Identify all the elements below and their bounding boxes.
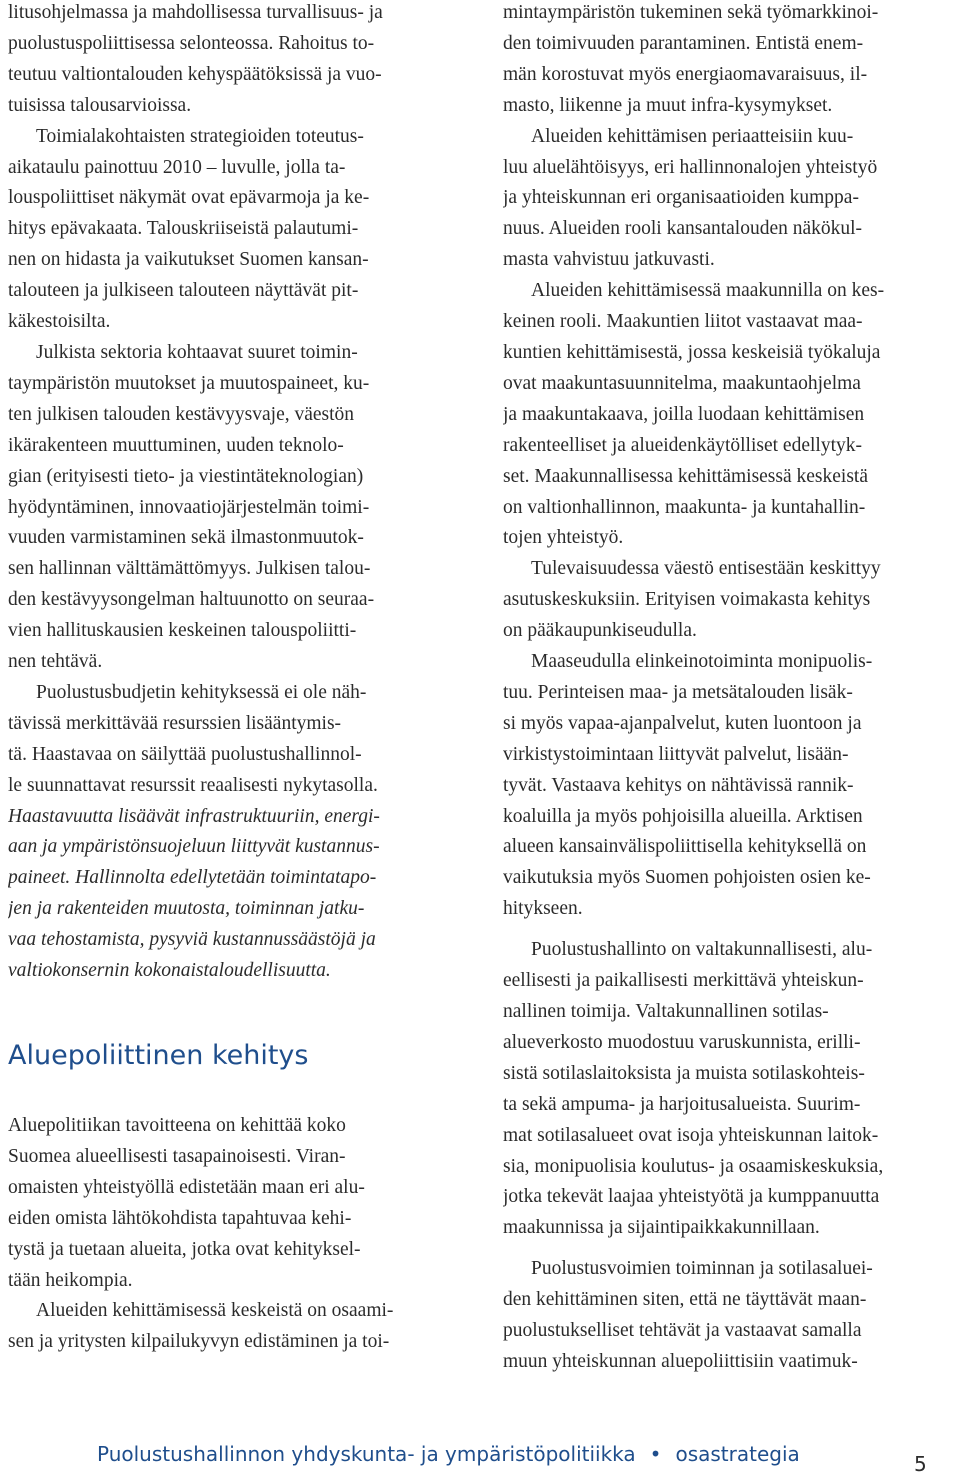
text-line: le suunnattavat resurssit reaalisesti nykytasolla. xyxy=(8,774,378,796)
text-line: Aluepolitiikan tavoitteena on kehittää koko xyxy=(8,1115,346,1136)
text-line: ja maakuntakaava, joilla luodaan kehittämisen xyxy=(503,403,865,425)
text-line: Suomea alueellisesti tasapainoisesti. Viran- xyxy=(8,1145,346,1167)
text-line: Maaseudulla elinkeinotoiminta monipuolis- xyxy=(531,651,873,673)
text-line: Haastavuutta lisäävät infrastruktuuriin, energi- xyxy=(8,805,380,827)
text-line: vien hallituskausien keskeinen talouspoliitti- xyxy=(8,620,357,642)
text-line: omaisten yhteistyöllä edistetään maan eri alu- xyxy=(8,1176,365,1198)
text-line: Puolustushallinto on valtakunnallisesti, alu- xyxy=(531,939,873,961)
text-line: luu aluelähtöisyys, eri hallinnonalojen yhteistyö xyxy=(503,156,878,178)
text-line: tä. Haastavaa on säilyttää puolustushallinnol- xyxy=(8,743,362,765)
text-line: nuus. Alueiden rooli kansantalouden näkökul- xyxy=(503,218,863,240)
text-line: eellisesti ja paikallisesti merkittävä yhteiskun- xyxy=(503,970,864,992)
text-line: ja yhteiskunnan eri organisaatioiden kumppa- xyxy=(503,187,859,209)
text-line: tuisissa talousarvioissa. xyxy=(8,94,192,116)
text-line: nen tehtävä. xyxy=(8,651,103,673)
text-line: asutuskeskuksiin. Erityisen voimakasta kehitys xyxy=(503,589,871,611)
text-line: litusohjelmassa ja mahdollisessa turvallisuus- ja xyxy=(8,2,383,23)
text-line: jotka tekevät laajaa yhteistyötä ja kumppanuutta xyxy=(503,1186,880,1208)
text-line: hitykseen. xyxy=(503,898,583,920)
text-line: eiden omista lähtökohdista tapahtuvaa kehi- xyxy=(8,1207,352,1229)
text-line: vaa tehostamista, pysyviä kustannussäästöjä ja xyxy=(8,929,376,951)
text-line: Puolustusvoimien toiminnan ja sotilasaluei- xyxy=(531,1258,873,1280)
text-line: Alueiden kehittämisessä keskeistä on osaami- xyxy=(36,1300,394,1322)
text-line: koaluilla ja myös pohjoisilla alueilla. Arktisen xyxy=(503,805,863,827)
text-line: jen ja rakenteiden muutosta, toiminnan jatku- xyxy=(8,898,365,920)
text-line: gian (erityisesti tieto- ja viestintäteknologian) xyxy=(8,465,364,487)
text-line: sen hallinnan välttämättömyys. Julkisen talou- xyxy=(8,558,371,580)
text-line: hyödyntäminen, innovaatiojärjestelmän toimi- xyxy=(8,496,370,518)
text-line: den kestävyysongelman haltuunotto on seuraa- xyxy=(8,589,375,611)
text-line: tystä ja tuetaan alueita, jotka ovat kehityksel- xyxy=(8,1238,361,1260)
text-line: nen on hidasta ja vaikutukset Suomen kansan- xyxy=(8,249,369,271)
text-line: masto, liikenne ja muut infra-kysymykset. xyxy=(503,94,833,116)
text-line: män korostuvat myös energiaomavaraisuus, il- xyxy=(503,63,868,85)
text-line: paineet. Hallinnolta edellytetään toimintatapo- xyxy=(8,867,377,889)
text-line: Julkista sektoria kohtaavat suuret toimin- xyxy=(36,341,358,363)
text-line: sistä sotilaslaitoksista ja muista sotilaskohteis- xyxy=(503,1062,865,1084)
right-column xyxy=(503,0,958,1378)
text-line: alueen kansainvälispoliittisella kehityksellä on xyxy=(503,836,867,858)
text-line: tojen yhteistyö. xyxy=(503,527,624,549)
text-line: tuu. Perinteisen maa- ja metsätalouden lisäk- xyxy=(503,681,853,703)
text-line: puolustukselliset tehtävät ja vastaavat samalla xyxy=(503,1320,862,1342)
text-line: on pääkaupunkiseudulla. xyxy=(503,620,697,642)
text-line: alueverkosto muodostuu varuskunnista, erilli- xyxy=(503,1031,861,1053)
text-line: set. Maakunnallisessa kehittämisessä keskeistä xyxy=(503,465,868,487)
text-line: taympäristön muutokset ja muutospaineet, ku- xyxy=(8,372,370,394)
text-line: masta vahvistuu jatkuvasti. xyxy=(503,249,715,271)
text-line: keinen rooli. Maakuntien liitot vastaavat maa- xyxy=(503,311,863,333)
text-line: vuuden varmistaminen sekä ilmastonmuutok- xyxy=(8,527,364,549)
text-line: aan ja ympäristönsuojeluun liittyvät kustannus- xyxy=(8,836,380,858)
section-heading: Aluepoliittinen kehitys xyxy=(8,1040,309,1071)
text-line: ovat maakuntasuunnitelma, maakuntaohjelma xyxy=(503,372,861,394)
text-line: den toimivuuden parantaminen. Entistä enem- xyxy=(503,32,864,54)
page-number: 5 xyxy=(914,1452,927,1476)
text-line: ikärakenteen muuttuminen, uuden teknolo- xyxy=(8,434,344,456)
text-line: kuntien kehittämisestä, jossa keskeisiä työkaluja xyxy=(503,341,881,363)
text-line: Tulevaisuudessa väestö entisestään keskittyy xyxy=(531,558,881,580)
text-line: den kehittäminen siten, että ne täyttävät maan- xyxy=(503,1289,867,1311)
text-line: valtiokonsernin kokonaistaloudellisuutta. xyxy=(8,960,331,982)
text-line: virkistystoimintaan liittyvät palvelut, lisään- xyxy=(503,743,849,765)
footer-separator: • xyxy=(649,1442,662,1466)
text-line: mintaympäristön tukeminen sekä työmarkkinoi- xyxy=(503,2,879,23)
text-line: sia, monipuolisia koulutus- ja osaamiskeskuksia, xyxy=(503,1155,884,1177)
text-line: tyvät. Vastaava kehitys on nähtävissä rannik- xyxy=(503,774,854,796)
text-line: maakunnissa ja sijaintipaikkakunnillaan. xyxy=(503,1217,820,1239)
text-line: Alueiden kehittämisen periaatteisiin kuu- xyxy=(531,125,854,147)
text-line: käkestoisilta. xyxy=(8,311,111,333)
text-line: on valtionhallinnon, maakunta- ja kuntahallin- xyxy=(503,496,866,518)
text-line: puolustuspoliittisessa selonteossa. Rahoitus to- xyxy=(8,32,375,54)
left-column xyxy=(8,0,463,987)
footer-title: Puolustushallinnon yhdyskunta- ja ympäristöpolitiikka xyxy=(97,1442,636,1466)
text-line: teutuu valtiontalouden kehyspäätöksissä ja vuo- xyxy=(8,63,382,85)
text-line: si myös vapaa-ajanpalvelut, kuten luontoon ja xyxy=(503,712,862,734)
text-line: muun yhteiskunnan aluepoliittisiin vaatimuk- xyxy=(503,1350,858,1372)
text-line: louspoliittiset näkymät ovat epävarmoja ja ke- xyxy=(8,187,370,209)
text-line: rakenteelliset ja alueidenkäytölliset edellytyk- xyxy=(503,434,862,456)
page-footer xyxy=(97,1442,800,1466)
text-line: vaikutuksia myös Suomen pohjoisten osien ke- xyxy=(503,867,871,889)
text-line: talouteen ja julkiseen talouteen näyttävät pit- xyxy=(8,280,359,302)
text-line: aikataulu painottuu 2010 – luvulle, jolla ta- xyxy=(8,156,346,178)
text-line: nallinen toimija. Valtakunnallinen sotilas- xyxy=(503,1001,829,1022)
text-line: Puolustusbudjetin kehityksessä ei ole näh- xyxy=(36,681,367,703)
text-line: Alueiden kehittämisessä maakunnilla on kes- xyxy=(531,280,885,302)
text-line: tävissä merkittävää resurssien lisääntymis- xyxy=(8,712,342,734)
text-line: tään heikompia. xyxy=(8,1269,133,1291)
paragraph-gap xyxy=(503,1244,958,1254)
text-line: Toimialakohtaisten strategioiden toteutus- xyxy=(36,125,364,147)
footer-subtitle: osastrategia xyxy=(675,1442,800,1466)
text-line: ta sekä ampuma- ja harjoitusalueista. Suurim- xyxy=(503,1093,861,1115)
text-line: ten julkisen talouden kestävyysvaje, väestön xyxy=(8,403,355,425)
text-line: sen ja yritysten kilpailukyvyn edistäminen ja toi- xyxy=(8,1331,390,1353)
text-line: hitys epävakaata. Talouskriiseistä palautumi- xyxy=(8,218,359,240)
paragraph-gap xyxy=(503,925,958,935)
left-column-section-body xyxy=(8,1111,463,1358)
text-line: mat sotilasalueet ovat isoja yhteiskunnan laitok- xyxy=(503,1124,879,1146)
